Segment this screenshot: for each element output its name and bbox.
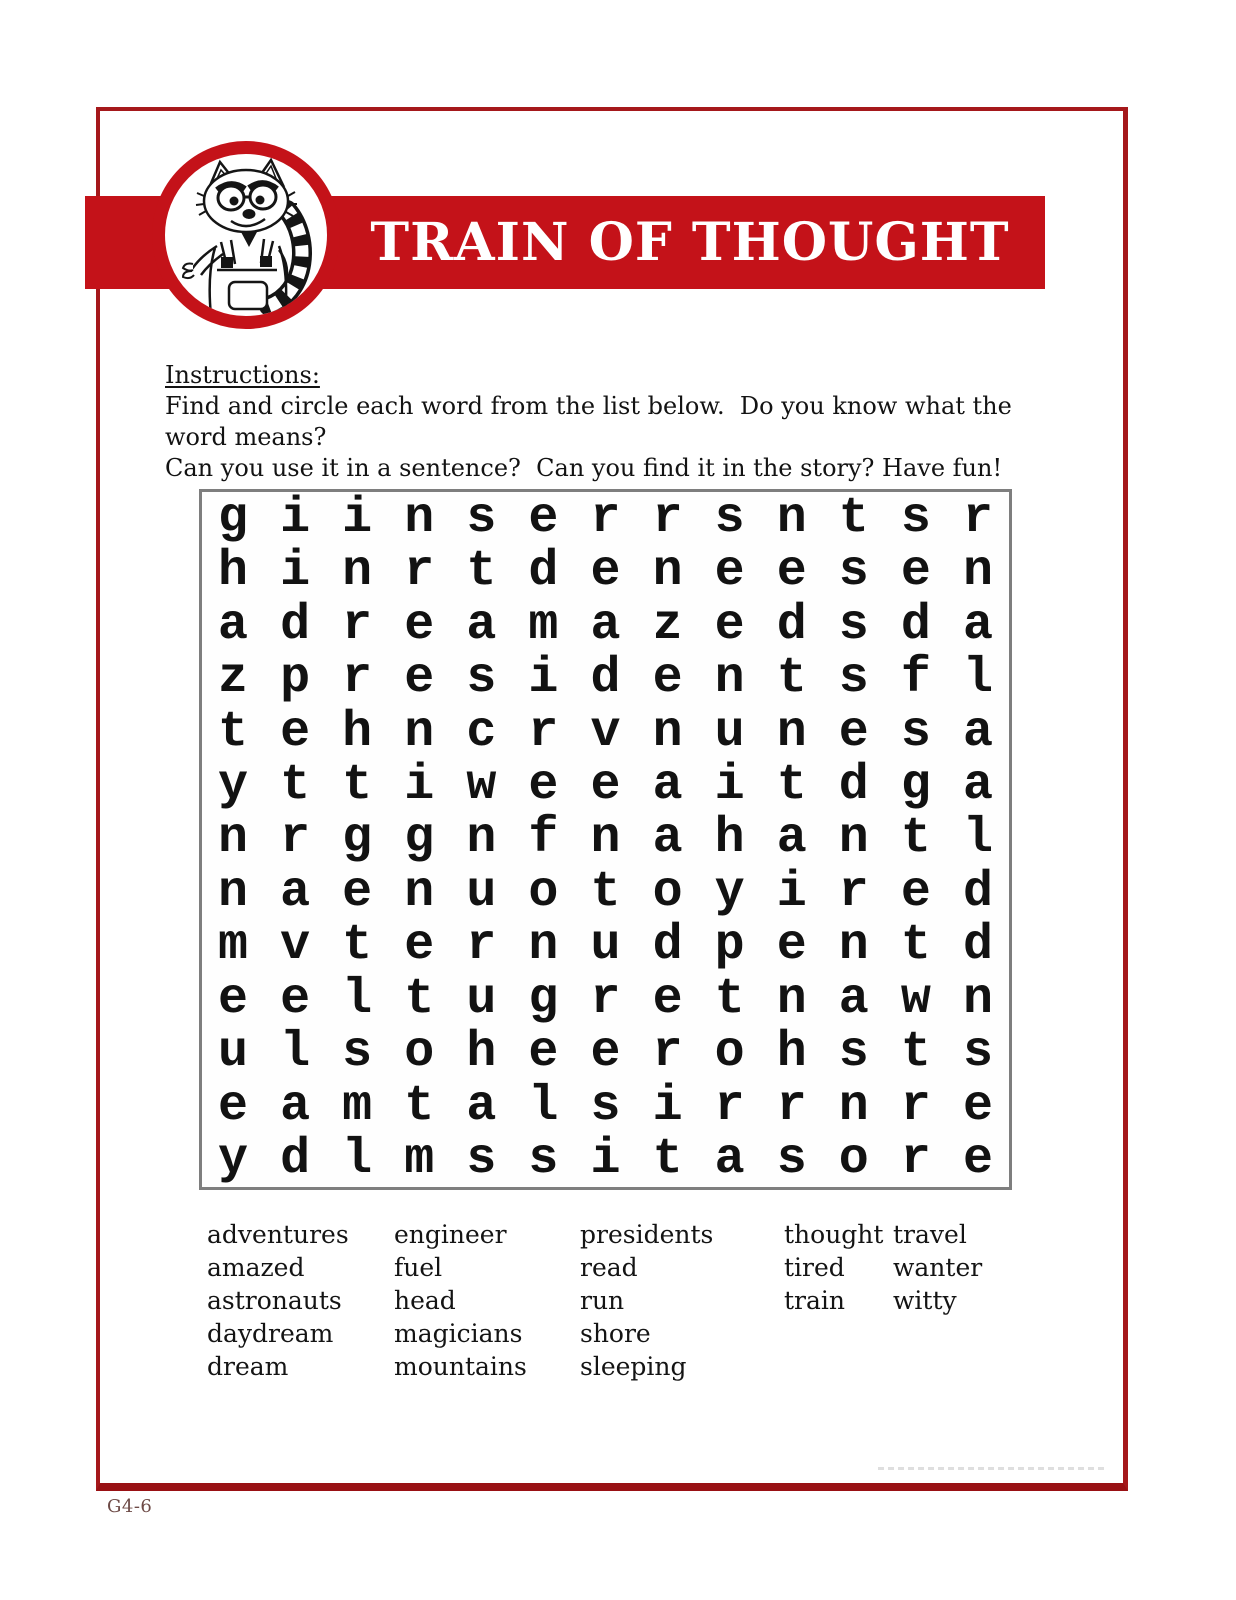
grid-cell-r1-c8: r bbox=[652, 489, 683, 547]
grid-cell-r7-c2: r bbox=[280, 810, 311, 868]
grid-cell-r7-c4: g bbox=[404, 810, 435, 868]
word-item: engineer bbox=[394, 1220, 507, 1249]
instructions-line-1: Find and circle each word from the list below. Do you know what the word means? bbox=[165, 392, 1020, 451]
grid-cell-r1-c9: s bbox=[714, 489, 745, 547]
word-list bbox=[0, 1218, 1236, 1388]
word-item: amazed bbox=[207, 1253, 305, 1282]
grid-cell-r11-c1: u bbox=[218, 1024, 249, 1082]
grid-cell-r13-c9: a bbox=[714, 1131, 745, 1189]
word-item: read bbox=[580, 1253, 638, 1282]
grid-cell-r1-c1: g bbox=[218, 489, 249, 547]
grid-cell-r2-c13: n bbox=[962, 543, 993, 601]
word-item: adventures bbox=[207, 1220, 349, 1249]
word-item: shore bbox=[580, 1319, 651, 1348]
grid-cell-r9-c1: m bbox=[218, 917, 249, 975]
grid-cell-r10-c11: a bbox=[838, 970, 869, 1028]
grid-cell-r3-c3: r bbox=[342, 596, 373, 654]
grid-cell-r12-c13: e bbox=[962, 1077, 993, 1135]
grid-cell-r1-c6: e bbox=[528, 489, 559, 547]
footer-code: G4-6 bbox=[107, 1496, 153, 1517]
grid-cell-r9-c5: r bbox=[466, 917, 497, 975]
grid-cell-r7-c12: t bbox=[900, 810, 931, 868]
grid-cell-r4-c4: e bbox=[404, 650, 435, 708]
grid-cell-r7-c9: h bbox=[714, 810, 745, 868]
grid-cell-r8-c5: u bbox=[466, 863, 497, 921]
grid-cell-r3-c13: a bbox=[962, 596, 993, 654]
grid-cell-r2-c4: r bbox=[404, 543, 435, 601]
grid-cell-r1-c13: r bbox=[962, 489, 993, 547]
mascot-badge bbox=[152, 141, 340, 329]
grid-cell-r8-c8: o bbox=[652, 863, 683, 921]
grid-cell-r6-c10: t bbox=[776, 757, 807, 815]
grid-cell-r5-c11: e bbox=[838, 703, 869, 761]
grid-cell-r2-c6: d bbox=[528, 543, 559, 601]
grid-cell-r3-c6: m bbox=[528, 596, 559, 654]
grid-cell-r12-c11: n bbox=[838, 1077, 869, 1135]
grid-cell-r3-c12: d bbox=[900, 596, 931, 654]
grid-cell-r10-c4: t bbox=[404, 970, 435, 1028]
grid-cell-r3-c9: e bbox=[714, 596, 745, 654]
grid-cell-r12-c8: i bbox=[652, 1077, 683, 1135]
grid-cell-r4-c12: f bbox=[900, 650, 931, 708]
grid-cell-r8-c4: n bbox=[404, 863, 435, 921]
grid-cell-r10-c8: e bbox=[652, 970, 683, 1028]
grid-cell-r13-c3: l bbox=[342, 1131, 373, 1189]
grid-cell-r13-c4: m bbox=[404, 1131, 435, 1189]
grid-cell-r11-c9: o bbox=[714, 1024, 745, 1082]
grid-cell-r12-c12: r bbox=[900, 1077, 931, 1135]
grid-cell-r11-c10: h bbox=[776, 1024, 807, 1082]
word-list-column-4 bbox=[784, 1218, 883, 1317]
grid-cell-r10-c3: l bbox=[342, 970, 373, 1028]
word-item: presidents bbox=[580, 1220, 714, 1249]
grid-cell-r8-c7: t bbox=[590, 863, 621, 921]
grid-cell-r4-c9: n bbox=[714, 650, 745, 708]
grid-cell-r8-c2: a bbox=[280, 863, 311, 921]
grid-cell-r8-c1: n bbox=[218, 863, 249, 921]
raccoon-mascot-illustration bbox=[165, 154, 327, 316]
grid-cell-r1-c4: n bbox=[404, 489, 435, 547]
grid-cell-r11-c12: t bbox=[900, 1024, 931, 1082]
word-item: dream bbox=[207, 1352, 289, 1381]
grid-cell-r2-c12: e bbox=[900, 543, 931, 601]
grid-cell-r4-c8: e bbox=[652, 650, 683, 708]
grid-cell-r5-c6: r bbox=[528, 703, 559, 761]
grid-cell-r5-c5: c bbox=[466, 703, 497, 761]
grid-cell-r6-c9: i bbox=[714, 757, 745, 815]
grid-cell-r13-c13: e bbox=[962, 1131, 993, 1189]
grid-cell-r8-c3: e bbox=[342, 863, 373, 921]
grid-cell-r13-c5: s bbox=[466, 1131, 497, 1189]
grid-cell-r5-c1: t bbox=[218, 703, 249, 761]
grid-cell-r10-c13: n bbox=[962, 970, 993, 1028]
word-item: travel bbox=[893, 1220, 967, 1249]
word-item: astronauts bbox=[207, 1286, 342, 1315]
grid-cell-r9-c12: t bbox=[900, 917, 931, 975]
grid-cell-r11-c11: s bbox=[838, 1024, 869, 1082]
grid-cell-r2-c3: n bbox=[342, 543, 373, 601]
grid-cell-r12-c9: r bbox=[714, 1077, 745, 1135]
grid-cell-r6-c6: e bbox=[528, 757, 559, 815]
instructions-block bbox=[165, 360, 1065, 484]
grid-cell-r3-c7: a bbox=[590, 596, 621, 654]
grid-cell-r1-c7: r bbox=[590, 489, 621, 547]
grid-cell-r6-c5: w bbox=[466, 757, 497, 815]
grid-cell-r5-c3: h bbox=[342, 703, 373, 761]
page-title: TRAIN OF THOUGHT bbox=[370, 212, 1010, 273]
grid-cell-r5-c4: n bbox=[404, 703, 435, 761]
grid-cell-r3-c4: e bbox=[404, 596, 435, 654]
word-list-column-2 bbox=[394, 1218, 527, 1383]
grid-cell-r13-c11: o bbox=[838, 1131, 869, 1189]
grid-cell-r2-c7: e bbox=[590, 543, 621, 601]
word-list-column-3 bbox=[580, 1218, 713, 1383]
grid-cell-r4-c3: r bbox=[342, 650, 373, 708]
grid-cell-r7-c7: n bbox=[590, 810, 621, 868]
grid-cell-r13-c12: r bbox=[900, 1131, 931, 1189]
grid-cell-r12-c3: m bbox=[342, 1077, 373, 1135]
grid-cell-r4-c5: s bbox=[466, 650, 497, 708]
grid-cell-r8-c12: e bbox=[900, 863, 931, 921]
grid-cell-r8-c6: o bbox=[528, 863, 559, 921]
grid-cell-r10-c5: u bbox=[466, 970, 497, 1028]
grid-cell-r9-c8: d bbox=[652, 917, 683, 975]
grid-cell-r3-c5: a bbox=[466, 596, 497, 654]
grid-cell-r5-c2: e bbox=[280, 703, 311, 761]
grid-cell-r4-c2: p bbox=[280, 650, 311, 708]
instructions-line-2: Can you use it in a sentence? Can you find it in the story? Have fun! bbox=[165, 454, 1003, 482]
grid-cell-r5-c7: v bbox=[590, 703, 621, 761]
grid-cell-r10-c9: t bbox=[714, 970, 745, 1028]
grid-cell-r11-c2: l bbox=[280, 1024, 311, 1082]
grid-cell-r5-c8: n bbox=[652, 703, 683, 761]
grid-cell-r11-c3: s bbox=[342, 1024, 373, 1082]
grid-cell-r12-c4: t bbox=[404, 1077, 435, 1135]
grid-cell-r4-c10: t bbox=[776, 650, 807, 708]
grid-cell-r2-c1: h bbox=[218, 543, 249, 601]
grid-cell-r7-c8: a bbox=[652, 810, 683, 868]
grid-cell-r3-c10: d bbox=[776, 596, 807, 654]
grid-cell-r6-c11: d bbox=[838, 757, 869, 815]
grid-cell-r6-c8: a bbox=[652, 757, 683, 815]
grid-cell-r3-c8: z bbox=[652, 596, 683, 654]
grid-cell-r2-c11: s bbox=[838, 543, 869, 601]
word-item: run bbox=[580, 1286, 625, 1315]
grid-cell-r1-c10: n bbox=[776, 489, 807, 547]
grid-cell-r2-c9: e bbox=[714, 543, 745, 601]
grid-cell-r4-c11: s bbox=[838, 650, 869, 708]
grid-cell-r3-c11: s bbox=[838, 596, 869, 654]
grid-cell-r11-c13: s bbox=[962, 1024, 993, 1082]
word-item: fuel bbox=[394, 1253, 443, 1282]
word-search-grid bbox=[199, 489, 1012, 1190]
grid-cell-r1-c11: t bbox=[838, 489, 869, 547]
grid-cell-r4-c7: d bbox=[590, 650, 621, 708]
grid-cell-r1-c3: i bbox=[342, 489, 373, 547]
grid-cell-r9-c9: p bbox=[714, 917, 745, 975]
grid-cell-r7-c11: n bbox=[838, 810, 869, 868]
grid-cell-r11-c4: o bbox=[404, 1024, 435, 1082]
word-list-column-1 bbox=[207, 1218, 349, 1383]
grid-cell-r10-c12: w bbox=[900, 970, 931, 1028]
grid-cell-r2-c10: e bbox=[776, 543, 807, 601]
grid-cell-r9-c6: n bbox=[528, 917, 559, 975]
grid-cell-r4-c6: i bbox=[528, 650, 559, 708]
grid-cell-r10-c6: g bbox=[528, 970, 559, 1028]
grid-cell-r9-c13: d bbox=[962, 917, 993, 975]
grid-cell-r9-c11: n bbox=[838, 917, 869, 975]
grid-cell-r11-c8: r bbox=[652, 1024, 683, 1082]
grid-cell-r1-c12: s bbox=[900, 489, 931, 547]
grid-cell-r7-c10: a bbox=[776, 810, 807, 868]
grid-cell-r13-c7: i bbox=[590, 1131, 621, 1189]
grid-cell-r10-c10: n bbox=[776, 970, 807, 1028]
grid-cell-r6-c3: t bbox=[342, 757, 373, 815]
grid-cell-r9-c7: u bbox=[590, 917, 621, 975]
grid-cell-r6-c1: y bbox=[218, 757, 249, 815]
grid-cell-r12-c5: a bbox=[466, 1077, 497, 1135]
grid-cell-r12-c2: a bbox=[280, 1077, 311, 1135]
grid-cell-r4-c1: z bbox=[218, 650, 249, 708]
grid-cell-r5-c12: s bbox=[900, 703, 931, 761]
grid-cell-r13-c6: s bbox=[528, 1131, 559, 1189]
word-item: thought bbox=[784, 1220, 884, 1249]
grid-cell-r4-c13: l bbox=[962, 650, 993, 708]
grid-cell-r9-c10: e bbox=[776, 917, 807, 975]
grid-cell-r12-c1: e bbox=[218, 1077, 249, 1135]
grid-cell-r13-c2: d bbox=[280, 1131, 311, 1189]
grid-cell-r7-c13: l bbox=[962, 810, 993, 868]
grid-cell-r7-c1: n bbox=[218, 810, 249, 868]
grid-cell-r13-c1: y bbox=[218, 1131, 249, 1189]
word-item: mountains bbox=[394, 1352, 527, 1381]
word-item: witty bbox=[893, 1286, 957, 1315]
grid-cell-r6-c7: e bbox=[590, 757, 621, 815]
grid-cell-r2-c8: n bbox=[652, 543, 683, 601]
grid-cell-r5-c10: n bbox=[776, 703, 807, 761]
grid-cell-r10-c2: e bbox=[280, 970, 311, 1028]
grid-cell-r5-c9: u bbox=[714, 703, 745, 761]
grid-cell-r2-c5: t bbox=[466, 543, 497, 601]
word-item: train bbox=[784, 1286, 845, 1315]
word-item: daydream bbox=[207, 1319, 334, 1348]
word-item: wanter bbox=[893, 1253, 983, 1282]
word-item: tired bbox=[784, 1253, 845, 1282]
word-item: sleeping bbox=[580, 1352, 687, 1381]
grid-cell-r7-c6: f bbox=[528, 810, 559, 868]
grid-cell-r13-c10: s bbox=[776, 1131, 807, 1189]
grid-cell-r6-c2: t bbox=[280, 757, 311, 815]
grid-cell-r11-c5: h bbox=[466, 1024, 497, 1082]
grid-cell-r12-c10: r bbox=[776, 1077, 807, 1135]
word-item: head bbox=[394, 1286, 456, 1315]
grid-cell-r1-c5: s bbox=[466, 489, 497, 547]
grid-cell-r5-c13: a bbox=[962, 703, 993, 761]
word-list-column-5 bbox=[893, 1218, 982, 1317]
grid-cell-r8-c13: d bbox=[962, 863, 993, 921]
grid-cell-r6-c13: a bbox=[962, 757, 993, 815]
grid-cell-r9-c3: t bbox=[342, 917, 373, 975]
grid-cell-r11-c7: e bbox=[590, 1024, 621, 1082]
faint-watermark bbox=[878, 1467, 1106, 1470]
grid-cell-r7-c3: g bbox=[342, 810, 373, 868]
grid-cell-r8-c11: r bbox=[838, 863, 869, 921]
word-item: magicians bbox=[394, 1319, 523, 1348]
grid-cell-r8-c9: y bbox=[714, 863, 745, 921]
grid-cell-r13-c8: t bbox=[652, 1131, 683, 1189]
grid-cell-r10-c7: r bbox=[590, 970, 621, 1028]
grid-cell-r3-c2: d bbox=[280, 596, 311, 654]
grid-cell-r12-c7: s bbox=[590, 1077, 621, 1135]
grid-cell-r3-c1: a bbox=[218, 596, 249, 654]
grid-cell-r6-c4: i bbox=[404, 757, 435, 815]
grid-cell-r11-c6: e bbox=[528, 1024, 559, 1082]
grid-cell-r10-c1: e bbox=[218, 970, 249, 1028]
grid-cell-r7-c5: n bbox=[466, 810, 497, 868]
grid-cell-r12-c6: l bbox=[528, 1077, 559, 1135]
grid-cell-r9-c2: v bbox=[280, 917, 311, 975]
grid-cell-r8-c10: i bbox=[776, 863, 807, 921]
instructions-heading: Instructions: bbox=[165, 361, 320, 389]
grid-cell-r2-c2: i bbox=[280, 543, 311, 601]
grid-cell-r1-c2: i bbox=[280, 489, 311, 547]
grid-cell-r6-c12: g bbox=[900, 757, 931, 815]
grid-cell-r9-c4: e bbox=[404, 917, 435, 975]
